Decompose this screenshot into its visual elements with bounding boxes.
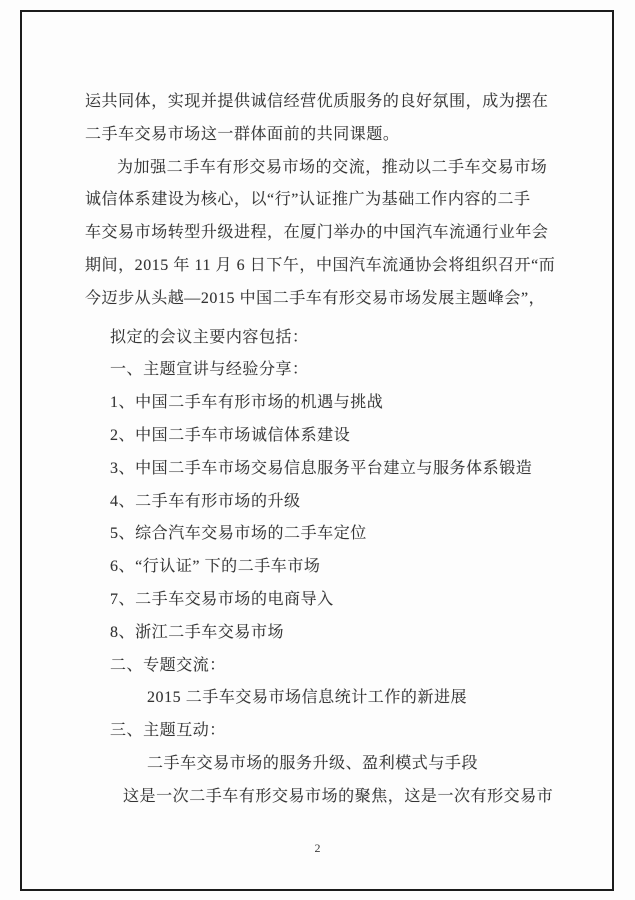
doc-list-item: 3、中国二手车市场交易信息服务平台建立与服务体系锻造 — [110, 459, 533, 477]
doc-line: 二手车交易市场这一群体面前的共同课题。 — [85, 125, 400, 143]
doc-line: 为加强二手车有形交易市场的交流，推动以二手车交易市场 — [117, 158, 548, 176]
doc-list-item: 2、中国二手车市场诚信体系建设 — [110, 426, 351, 444]
doc-line: 诚信体系建设为核心，以“行”认证推广为基础工作内容的二手 — [85, 191, 531, 209]
doc-list-item: 5、综合汽车交易市场的二手车定位 — [110, 525, 367, 543]
doc-line: 拟定的会议主要内容包括： — [110, 328, 309, 346]
doc-sub-line: 二手车交易市场的服务升级、盈利模式与手段 — [147, 754, 479, 772]
doc-line: 今迈步从头越—2015 中国二手车有形交易市场发展主题峰会”， — [85, 289, 546, 307]
doc-list-item: 4、二手车有形市场的升级 — [110, 492, 301, 510]
doc-sub-line: 2015 二手车交易市场信息统计工作的新进展 — [147, 689, 468, 707]
doc-section-heading: 一、主题宣讲与经验分享： — [110, 361, 309, 379]
doc-list-item: 7、二手车交易市场的电商导入 — [110, 590, 334, 608]
doc-list-item: 8、浙江二手车交易市场 — [110, 623, 285, 641]
document-content — [85, 86, 556, 814]
doc-list-item: 1、中国二手车有形市场的机遇与挑战 — [110, 394, 384, 412]
page-number: 2 — [314, 841, 321, 855]
doc-line: 车交易市场转型升级进程，在厦门举办的中国汽车流通行业年会 — [85, 224, 549, 242]
doc-line: 期间，2015 年 11 月 6 日下午，中国汽车流通协会将组织召开“而 — [85, 256, 556, 274]
doc-line: 这是一次二手车有形交易市场的聚焦，这是一次有形交易市 — [123, 787, 554, 805]
doc-line: 运共同体，实现并提供诚信经营优质服务的良好氛围，成为摆在 — [85, 93, 549, 110]
doc-section-heading: 二、专题交流： — [110, 656, 226, 674]
doc-list-item: 6、“行认证” 下的二手车市场 — [110, 558, 321, 576]
doc-section-heading: 三、主题互动： — [110, 722, 226, 740]
